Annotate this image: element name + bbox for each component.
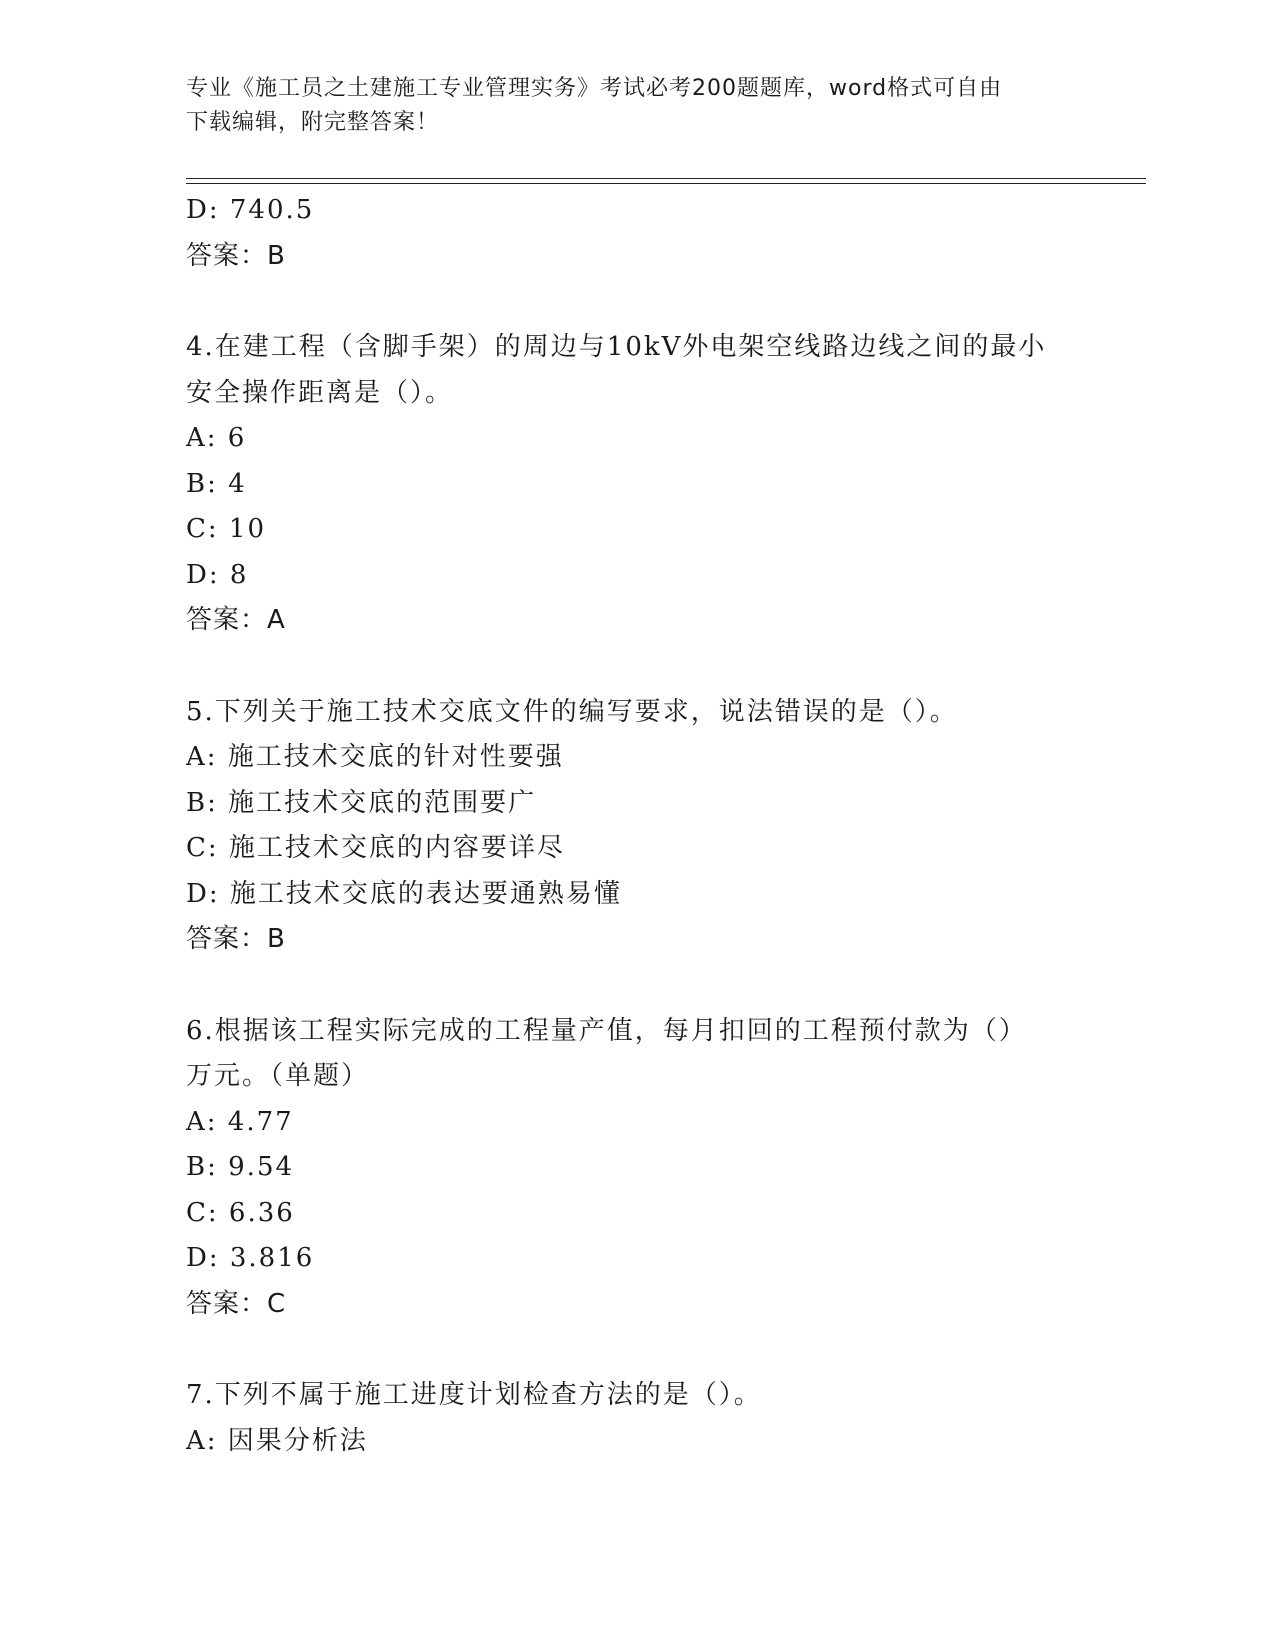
option-d: D: 施工技术交底的表达要通熟易懂 — [186, 878, 622, 909]
question-stem: 7.下列不属于施工进度计划检查方法的是（）。 — [186, 1380, 762, 1410]
question-4 — [186, 325, 1086, 644]
option-a: A: 6 — [186, 423, 247, 453]
option-b: B: 9.54 — [186, 1152, 295, 1182]
header-line-1: 专业《施工员之土建施工专业管理实务》考试必考200题题库，word格式可自由 — [186, 76, 1003, 101]
option-a: A: 施工技术交底的针对性要强 — [186, 742, 564, 772]
option-c: C: 施工技术交底的内容要详尽 — [186, 833, 565, 863]
option-b: B: 4 — [186, 468, 247, 499]
question-6 — [186, 1009, 1086, 1328]
question-stem: 4.在建工程（含脚手架）的周边与10kV外电架空线路边线之间的最小 — [186, 332, 1047, 362]
option-a: A: 因果分析法 — [186, 1425, 368, 1456]
option-b: B: 施工技术交底的范围要广 — [186, 787, 537, 818]
answer-line: 答案：B — [186, 924, 286, 954]
header-divider-top — [186, 178, 1146, 179]
question-stem: 5.下列关于施工技术交底文件的编写要求，说法错误的是（）。 — [186, 696, 958, 727]
question-stem: 6.根据该工程实际完成的工程量产值，每月扣回的工程预付款为（） — [186, 1015, 1027, 1046]
option-d: D: 740.5 — [186, 195, 315, 225]
document-body — [186, 188, 1086, 1464]
question-stem-continued: 万元。（单题） — [186, 1061, 370, 1091]
document-header — [186, 72, 1066, 140]
spacer — [186, 963, 1086, 1009]
answer-line: 答案：B — [186, 240, 286, 271]
answer-line: 答案：C — [186, 1288, 287, 1319]
option-d: D: 8 — [186, 559, 249, 590]
question-5 — [186, 690, 1086, 963]
option-c: C: 6.36 — [186, 1197, 295, 1228]
spacer — [186, 279, 1086, 325]
spacer — [186, 1327, 1086, 1373]
spacer — [186, 644, 1086, 690]
answer-line: 答案：A — [186, 605, 286, 635]
option-c: C: 10 — [186, 514, 267, 544]
option-a: A: 4.77 — [186, 1106, 294, 1137]
header-line-2: 下载编辑，附完整答案！ — [186, 110, 440, 135]
option-d: D: 3.816 — [186, 1243, 315, 1273]
question-7 — [186, 1373, 1086, 1464]
header-divider-bottom — [186, 183, 1146, 184]
question-stem-continued: 安全操作距离是（）。 — [186, 377, 454, 408]
